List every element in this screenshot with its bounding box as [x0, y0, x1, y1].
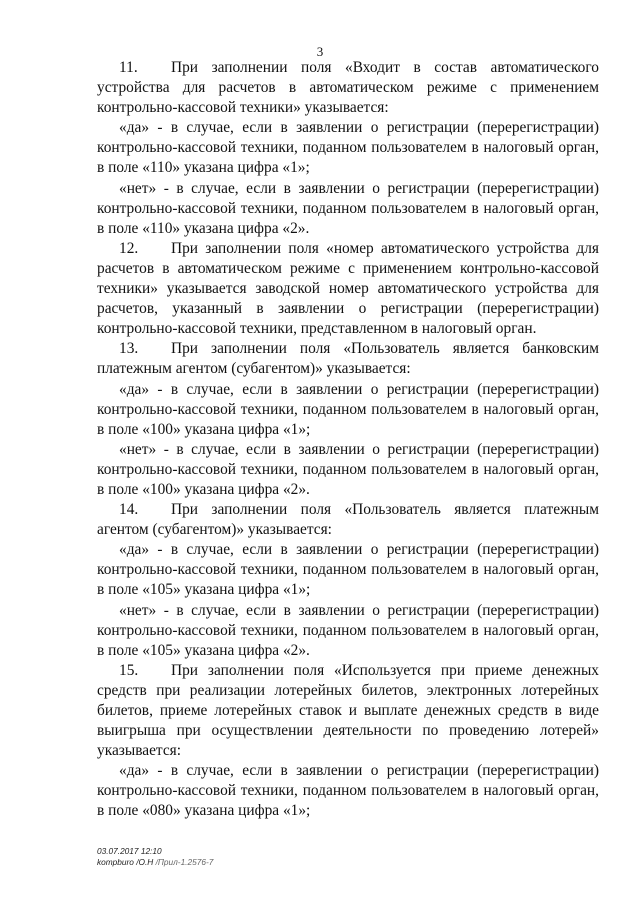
paragraph-text: При заполнении поля «Входит в состав автоматического устройства для расчетов в автоматическом режиме с применением контрольно-кассовой техники» указывается: [97, 59, 599, 117]
paragraph-text: При заполнении поля «Пользователь является банковским платежным агентом (субагентом)» указывается: [97, 340, 599, 378]
paragraph-number: 13. [119, 340, 139, 358]
paragraph-text: При заполнении поля «номер автоматического устройства для расчетов в автоматическом режиме с применением контрольно-кассовой техники» указывается заводской номер автоматического устройства для расчетов, указанный в заявлении о регистрации (перерегистрации) контрольно-кассовой техники, представленном в налоговый орган. [97, 239, 599, 338]
paragraph-text: При заполнении поля «Используется при приеме денежных средств при реализации лотерейных билетов, электронных лотерейных билетов, приеме лотерейных ставок и выплате денежных средств в виде выигрыша при осуществлении деятельности по проведению лотерей» указывается: [97, 661, 599, 760]
paragraph-11-yes: «да» - в случае, если в заявлении о регистрации (перерегистрации) контрольно-кассовой техники, поданном пользователем в налоговый орган, в поле «110» указана цифра «1»; [97, 119, 599, 177]
paragraph-13-yes: «да» - в случае, если в заявлении о регистрации (перерегистрации) контрольно-кассовой техники, поданном пользователем в налоговый орган, в поле «100» указана цифра «1»; [97, 380, 599, 438]
paragraph-number: 15. [119, 661, 139, 679]
paragraph-15 [97, 661, 599, 761]
paragraph-number: 12. [119, 239, 139, 257]
paragraph-11-no: «нет» - в случае, если в заявлении о регистрации (перерегистрации) контрольно-кассовой техники, поданном пользователем в налоговый орган, в поле «110» указана цифра «2». [97, 179, 599, 237]
paragraph-13 [97, 339, 599, 379]
paragraph-13-no: «нет» - в случае, если в заявлении о регистрации (перерегистрации) контрольно-кассовой техники, поданном пользователем в налоговый орган, в поле «100» указана цифра «2». [97, 440, 599, 498]
paragraph-text: При заполнении поля «Пользователь является платежным агентом (субагентом)» указывается: [97, 501, 599, 539]
document-footer [97, 846, 213, 867]
document-body [97, 58, 599, 822]
page-number: 3 [316, 44, 324, 59]
paragraph-15-yes: «да» - в случае, если в заявлении о регистрации (перерегистрации) контрольно-кассовой техники, поданном пользователем в налоговый орган, в поле «080» указана цифра «1»; [97, 762, 599, 820]
footer-author-line [97, 857, 213, 868]
paragraph-14-yes: «да» - в случае, если в заявлении о регистрации (перерегистрации) контрольно-кассовой техники, поданном пользователем в налоговый орган, в поле «105» указана цифра «1»; [97, 541, 599, 599]
paragraph-14-no: «нет» - в случае, если в заявлении о регистрации (перерегистрации) контрольно-кассовой техники, поданном пользователем в налоговый орган, в поле «105» указана цифра «2». [97, 601, 599, 659]
footer-timestamp: 03.07.2017 12:10 [97, 846, 162, 856]
paragraph-number: 14. [119, 501, 139, 519]
paragraph-12 [97, 239, 599, 339]
footer-author: kompburo /О.Н [97, 856, 154, 867]
paragraph-11 [97, 58, 599, 118]
footer-reference: /Прил-1.2576-7 [155, 856, 214, 867]
paragraph-number: 11. [119, 59, 138, 76]
paragraph-14 [97, 500, 599, 540]
